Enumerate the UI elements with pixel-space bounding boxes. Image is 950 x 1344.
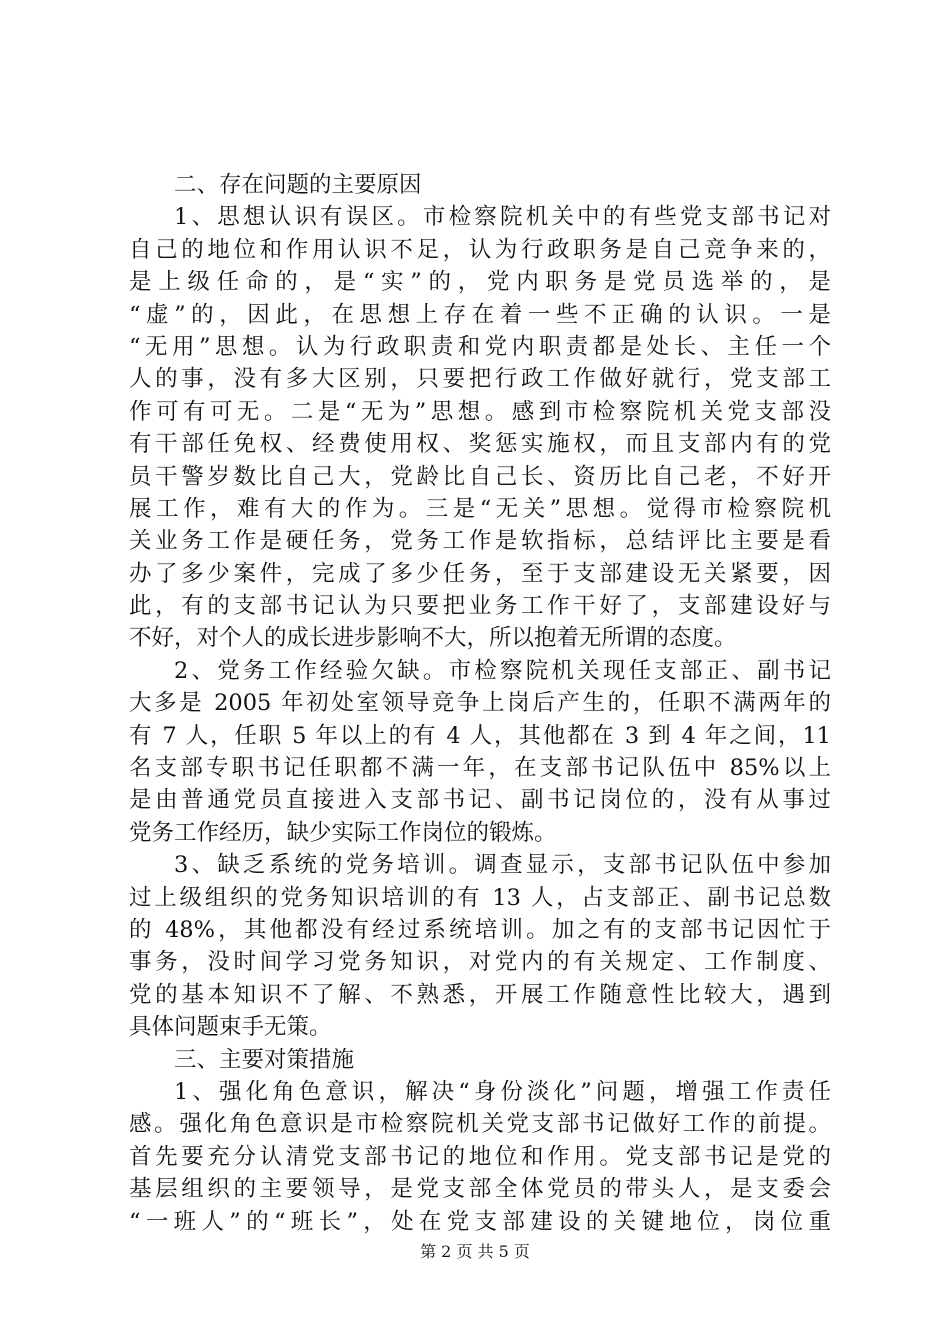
document-body xyxy=(129,169,831,1238)
text-line: 名支部专职书记任职都不满一年，在支部书记队伍中 85%以上 xyxy=(129,755,831,782)
text-line: 党务工作经历，缺少实际工作岗位的锻炼。 xyxy=(129,819,557,846)
text-line: 首先要充分认清党支部书记的地位和作用。党支部书记是党的 xyxy=(129,1143,831,1170)
text-line: 有 7 人，任职 5 年以上的有 4 人，其他都在 3 到 4 年之间，11 xyxy=(129,722,831,749)
text-line: 有干部任免权、经费使用权、奖惩实施权，而且支部内有的党 xyxy=(129,431,831,458)
text-line: “一班人”的“班长”，处在党支部建设的关键地位，岗位重 xyxy=(129,1208,831,1235)
page-footer: 第 2 页 共 5 页 xyxy=(420,1242,530,1261)
text-line: 3、缺乏系统的党务培训。调查显示，支部书记队伍中参加 xyxy=(174,852,831,879)
text-line: 二、存在问题的主要原因 xyxy=(174,172,422,198)
text-line: 是由普通党员直接进入支部书记、副书记岗位的，没有从事过 xyxy=(129,787,831,814)
text-line: 是上级任命的，是“实”的，党内职务是党员选举的，是 xyxy=(129,269,831,296)
text-line: 党的基本知识不了解、不熟悉，开展工作随意性比较大，遇到 xyxy=(129,981,831,1008)
text-line: 人的事，没有多大区别，只要把行政工作做好就行，党支部工 xyxy=(129,366,831,393)
text-line: 事务，没时间学习党务知识，对党内的有关规定、工作制度、 xyxy=(129,949,831,976)
text-line: 三、主要对策措施 xyxy=(174,1046,355,1073)
text-line: 过上级组织的党务知识培训的有 13 人，占支部正、副书记总数 xyxy=(129,884,831,911)
text-line: 具体问题束手无策。 xyxy=(129,1014,332,1041)
text-line: 大多是 2005 年初处室领导竞争上岗后产生的，任职不满两年的 xyxy=(129,690,831,717)
text-line: 的 48%，其他都没有经过系统培训。加之有的支部书记因忙于 xyxy=(129,916,831,943)
text-line: 基层组织的主要领导，是党支部全体党员的带头人，是支委会 xyxy=(129,1176,831,1203)
text-line: 此，有的支部书记认为只要把业务工作干好了，支部建设好与 xyxy=(129,593,831,620)
text-line: “虚”的，因此，在思想上存在着一些不正确的认识。一是 xyxy=(129,301,831,328)
text-line: 作可有可无。二是“无为”思想。感到市检察院机关党支部没 xyxy=(129,398,831,425)
text-line: 关业务工作是硬任务，党务工作是软指标，总结评比主要是看 xyxy=(129,528,831,555)
text-line: 不好，对个人的成长进步影响不大，所以抱着无所谓的态度。 xyxy=(129,625,737,652)
text-line: “无用”思想。认为行政职责和党内职责都是处长、主任一个 xyxy=(129,333,831,360)
text-line: 1、思想认识有误区。市检察院机关中的有些党支部书记对 xyxy=(174,204,831,231)
text-line: 办了多少案件，完成了多少任务，至于支部建设无关紧要，因 xyxy=(129,560,831,587)
text-line: 员干警岁数比自己大，党龄比自己长、资历比自己老，不好开 xyxy=(129,463,831,490)
text-line: 自己的地位和作用认识不足，认为行政职务是自己竞争来的， xyxy=(129,236,831,263)
text-line: 展工作，难有大的作为。三是“无关”思想。觉得市检察院机 xyxy=(129,495,831,522)
text-line: 2、党务工作经验欠缺。市检察院机关现任支部正、副书记 xyxy=(174,657,831,684)
text-line: 1、强化角色意识，解决“身份淡化”问题，增强工作责任 xyxy=(174,1078,831,1105)
text-line: 感。强化角色意识是市检察院机关党支部书记做好工作的前提。 xyxy=(129,1111,831,1138)
